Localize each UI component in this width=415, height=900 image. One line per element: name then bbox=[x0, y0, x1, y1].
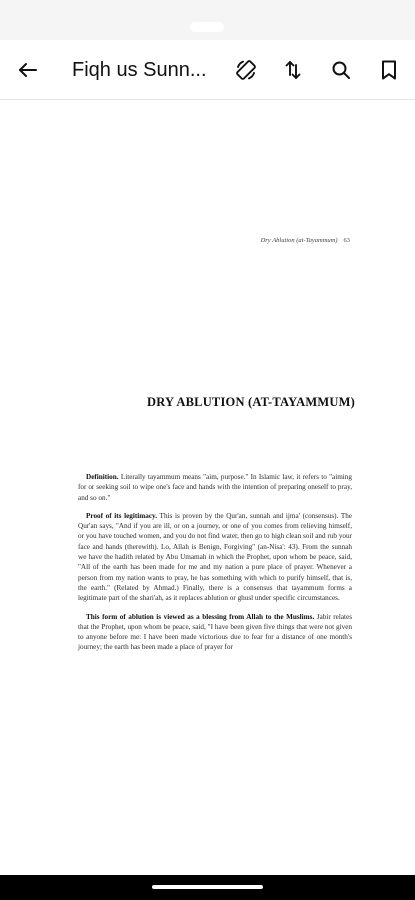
bookmark-icon bbox=[377, 58, 401, 82]
running-head bbox=[220, 237, 350, 244]
paragraph-text: Literally tayammum means "aim, purpose." In Islamic law, it refers to "aiming for or seeking soil to wipe one's face and hands with the intention of preparing oneself to pray, and so on." bbox=[78, 473, 352, 502]
paragraph-lead: Proof of its legitimacy. bbox=[86, 511, 158, 520]
paragraph-blessing bbox=[78, 612, 352, 653]
running-head-title: Dry Ablution (at-Tayammum) bbox=[260, 237, 338, 244]
paragraph-text: Jabir relates that the Prophet, upon whom be peace, said, "I have been given five things that were not given to anyone before me: I have been made victorious due to fear for a distance of one month's journey; the earth has been made a place of prayer for bbox=[78, 612, 352, 652]
rotate-screen-button[interactable] bbox=[224, 48, 268, 92]
pdf-page[interactable] bbox=[0, 101, 415, 875]
sort-arrows-icon bbox=[281, 58, 305, 82]
paragraph-lead: This form of ablution is viewed as a blessing from Allah to the Muslims. bbox=[86, 612, 315, 621]
home-indicator[interactable] bbox=[152, 885, 263, 889]
body-text bbox=[78, 472, 352, 661]
app-bar bbox=[0, 40, 415, 100]
navigation-bar bbox=[0, 875, 415, 900]
paragraph-text: This is proven by the Qur'an, sunnah and ijma' (consensus). The Qur'an says, "And if you are ill, or on a journey, or one of you comes from relieving himself, or you have touched women, and you do not find water, then go to high clean soil and rub your face and hands (therewith). Lo, Allah is Benign, Forgiving" (an-Nisa': 43). From the sunnah we have the hadith related by Abu Umamah in which the Prophet, upon whom be peace, said, "All of the earth has been made for me and my nation a pure place of prayer. Whenever a person from my nation wants to pray, he has something with which to purify himself, that is, the earth." (Related by Ahmad.) Finally, there is a consensus that tayammum forms a legitimate part of the shari'ah, as it replaces ablution or ghusl under specific circumstances. bbox=[78, 511, 353, 603]
bookmark-button[interactable] bbox=[367, 48, 411, 92]
document-title: Fiqh us Sunn... bbox=[72, 59, 207, 81]
paragraph-lead: Definition. bbox=[86, 473, 119, 481]
search-button[interactable] bbox=[319, 48, 363, 92]
paragraph-legitimacy bbox=[78, 511, 352, 604]
chapter-title: DRY ABLUTION (AT-TAYAMMUM) bbox=[146, 395, 355, 409]
back-button[interactable] bbox=[6, 48, 50, 92]
status-bar bbox=[0, 0, 415, 40]
screen-rotation-icon bbox=[234, 58, 258, 82]
sort-button[interactable] bbox=[271, 48, 315, 92]
paragraph-definition bbox=[78, 472, 352, 503]
camera-notch bbox=[190, 22, 224, 32]
page-number: 63 bbox=[343, 237, 350, 244]
search-icon bbox=[329, 58, 353, 82]
arrow-left-icon bbox=[16, 58, 40, 82]
